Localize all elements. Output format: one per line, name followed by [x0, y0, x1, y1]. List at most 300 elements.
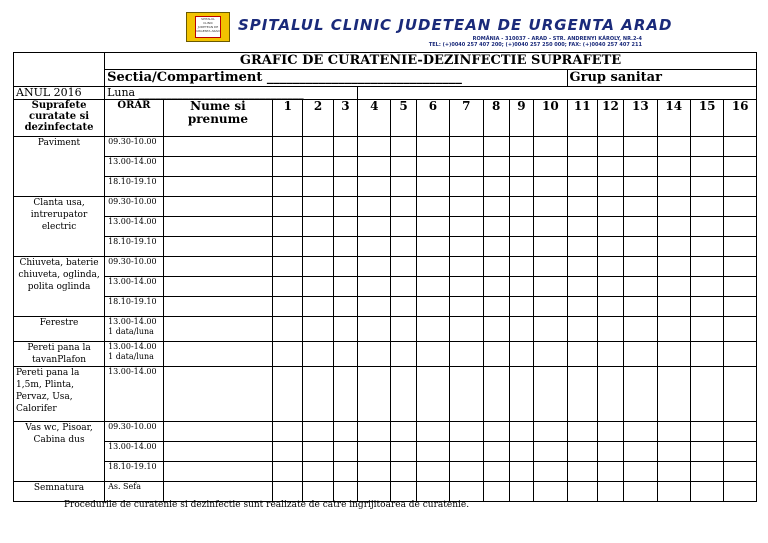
day-entry-cell[interactable] — [724, 257, 757, 277]
day-entry-cell[interactable] — [624, 157, 657, 177]
day-entry-cell[interactable] — [624, 177, 657, 197]
day-entry-cell[interactable] — [416, 157, 449, 177]
day-entry-cell[interactable] — [567, 277, 597, 297]
day-entry-cell[interactable] — [690, 257, 723, 277]
day-entry-cell[interactable] — [391, 297, 416, 317]
day-entry-cell[interactable] — [450, 422, 483, 442]
day-entry-cell[interactable] — [303, 257, 333, 277]
column-header-row — [14, 100, 757, 137]
day-entry-cell[interactable] — [534, 157, 567, 177]
day-entry-cell[interactable] — [303, 177, 333, 197]
day-entry-cell[interactable] — [534, 217, 567, 237]
day-entry-cell[interactable] — [724, 137, 757, 157]
day-entry-cell[interactable] — [391, 257, 416, 277]
day-entry-cell[interactable] — [597, 317, 623, 342]
day-entry-cell[interactable] — [450, 297, 483, 317]
day-entry-cell[interactable] — [483, 297, 509, 317]
day-entry-cell[interactable] — [358, 317, 391, 342]
day-entry-cell[interactable] — [567, 442, 597, 462]
day-entry-cell[interactable] — [597, 277, 623, 297]
schedule-row — [14, 257, 757, 277]
day-entry-cell[interactable] — [567, 217, 597, 237]
day-entry-cell[interactable] — [534, 297, 567, 317]
day-entry-cell[interactable] — [391, 177, 416, 197]
day-entry-cell[interactable] — [391, 482, 416, 502]
name-entry-cell[interactable] — [163, 297, 272, 317]
day-entry-cell[interactable] — [509, 217, 533, 237]
time-slot: 09.30-10.00 — [105, 257, 164, 277]
day-entry-cell[interactable] — [273, 317, 303, 342]
name-entry-cell[interactable] — [163, 317, 272, 342]
day-entry-cell[interactable] — [416, 197, 449, 217]
day-entry-cell[interactable] — [416, 257, 449, 277]
day-entry-cell[interactable] — [333, 177, 357, 197]
day-entry-cell[interactable] — [483, 277, 509, 297]
day-entry-cell[interactable] — [303, 157, 333, 177]
day-entry-cell[interactable] — [657, 277, 690, 297]
day-entry-cell[interactable] — [391, 442, 416, 462]
day-column-header: 3 — [333, 100, 357, 137]
day-entry-cell[interactable] — [567, 257, 597, 277]
day-entry-cell[interactable] — [597, 137, 623, 157]
day-entry-cell[interactable] — [624, 462, 657, 482]
day-entry-cell[interactable] — [657, 237, 690, 257]
day-entry-cell[interactable] — [391, 367, 416, 422]
day-entry-cell[interactable] — [273, 482, 303, 502]
day-entry-cell[interactable] — [483, 217, 509, 237]
day-entry-cell[interactable] — [657, 367, 690, 422]
day-entry-cell[interactable] — [450, 197, 483, 217]
day-entry-cell[interactable] — [273, 137, 303, 157]
day-entry-cell[interactable] — [273, 257, 303, 277]
day-entry-cell[interactable] — [416, 297, 449, 317]
day-entry-cell[interactable] — [690, 277, 723, 297]
day-entry-cell[interactable] — [358, 442, 391, 462]
day-entry-cell[interactable] — [509, 462, 533, 482]
name-entry-cell[interactable] — [163, 367, 272, 422]
day-entry-cell[interactable] — [416, 462, 449, 482]
day-entry-cell[interactable] — [391, 197, 416, 217]
schedule-row — [14, 197, 757, 217]
day-entry-cell[interactable] — [567, 177, 597, 197]
day-entry-cell[interactable] — [450, 257, 483, 277]
day-entry-cell[interactable] — [509, 137, 533, 157]
hospital-header — [186, 10, 673, 50]
day-entry-cell[interactable] — [333, 317, 357, 342]
day-entry-cell[interactable] — [358, 422, 391, 442]
day-entry-cell[interactable] — [624, 237, 657, 257]
day-entry-cell[interactable] — [391, 422, 416, 442]
day-entry-cell[interactable] — [358, 367, 391, 422]
day-entry-cell[interactable] — [690, 157, 723, 177]
day-entry-cell[interactable] — [597, 422, 623, 442]
day-entry-cell[interactable] — [416, 277, 449, 297]
day-entry-cell[interactable] — [358, 217, 391, 237]
day-entry-cell[interactable] — [624, 367, 657, 422]
name-entry-cell[interactable] — [163, 482, 272, 502]
day-entry-cell[interactable] — [657, 342, 690, 367]
day-entry-cell[interactable] — [416, 367, 449, 422]
day-entry-cell[interactable] — [657, 257, 690, 277]
day-entry-cell[interactable] — [597, 367, 623, 422]
day-entry-cell[interactable] — [333, 197, 357, 217]
day-entry-cell[interactable] — [333, 297, 357, 317]
day-entry-cell[interactable] — [567, 342, 597, 367]
day-entry-cell[interactable] — [567, 422, 597, 442]
day-entry-cell[interactable] — [333, 137, 357, 157]
day-entry-cell[interactable] — [657, 462, 690, 482]
day-entry-cell[interactable] — [333, 217, 357, 237]
day-entry-cell[interactable] — [333, 257, 357, 277]
day-entry-cell[interactable] — [509, 277, 533, 297]
name-entry-cell[interactable] — [163, 462, 272, 482]
day-column-header: 8 — [483, 100, 509, 137]
day-entry-cell[interactable] — [358, 157, 391, 177]
hospital-address — [429, 36, 642, 48]
day-entry-cell[interactable] — [483, 367, 509, 422]
name-entry-cell[interactable] — [163, 217, 272, 237]
day-entry-cell[interactable] — [391, 277, 416, 297]
time-slot: As. Sefa — [105, 482, 164, 502]
address-line-2: TEL: (+)0040 257 407 200; (+)0040 257 250 000; FAX: (+)0040 257 407 211 — [428, 42, 642, 48]
footer-note: Procedurile de curatenie si dezinfectie sunt realizate de catre ingrijitoarea de curatenie. — [64, 500, 470, 510]
day-entry-cell[interactable] — [567, 482, 597, 502]
day-entry-cell[interactable] — [597, 177, 623, 197]
time-slot: 13.00-14.00 — [105, 367, 164, 422]
day-entry-cell[interactable] — [450, 367, 483, 422]
day-entry-cell[interactable] — [597, 197, 623, 217]
day-entry-cell[interactable] — [483, 237, 509, 257]
day-entry-cell[interactable] — [391, 137, 416, 157]
day-entry-cell[interactable] — [450, 317, 483, 342]
day-entry-cell[interactable] — [534, 137, 567, 157]
day-entry-cell[interactable] — [416, 317, 449, 342]
name-entry-cell[interactable] — [163, 157, 272, 177]
day-entry-cell[interactable] — [450, 277, 483, 297]
day-entry-cell[interactable] — [724, 177, 757, 197]
day-entry-cell[interactable] — [724, 367, 757, 422]
name-column-header: Nume si prenume — [163, 100, 272, 137]
day-entry-cell[interactable] — [534, 197, 567, 217]
day-entry-cell[interactable] — [534, 317, 567, 342]
address-line-1: ROMÂNIA - 310037 - ARAD - STR. ANDRENYI KÁROLY, NR.2-4 — [472, 36, 642, 42]
day-entry-cell[interactable] — [690, 137, 723, 157]
time-slot: 09.30-10.00 — [105, 197, 164, 217]
day-entry-cell[interactable] — [724, 157, 757, 177]
day-entry-cell[interactable] — [333, 442, 357, 462]
day-column-header: 15 — [690, 100, 723, 137]
day-entry-cell[interactable] — [416, 217, 449, 237]
day-entry-cell[interactable] — [509, 482, 533, 502]
day-entry-cell[interactable] — [597, 297, 623, 317]
day-entry-cell[interactable] — [624, 482, 657, 502]
day-entry-cell[interactable] — [534, 442, 567, 462]
surfaces-column-header: Suprafete curatate si dezinfectate — [14, 100, 105, 137]
day-entry-cell[interactable] — [657, 442, 690, 462]
day-entry-cell[interactable] — [303, 297, 333, 317]
day-entry-cell[interactable] — [724, 297, 757, 317]
day-entry-cell[interactable] — [509, 442, 533, 462]
day-entry-cell[interactable] — [624, 422, 657, 442]
day-column-header: 5 — [391, 100, 416, 137]
day-entry-cell[interactable] — [483, 482, 509, 502]
day-entry-cell[interactable] — [273, 367, 303, 422]
day-entry-cell[interactable] — [534, 257, 567, 277]
day-entry-cell[interactable] — [333, 422, 357, 442]
day-entry-cell[interactable] — [657, 422, 690, 442]
day-entry-cell[interactable] — [624, 217, 657, 237]
day-entry-cell[interactable] — [358, 177, 391, 197]
name-entry-cell[interactable] — [163, 422, 272, 442]
day-entry-cell[interactable] — [567, 237, 597, 257]
day-entry-cell[interactable] — [657, 137, 690, 157]
day-entry-cell[interactable] — [724, 217, 757, 237]
day-entry-cell[interactable] — [391, 317, 416, 342]
day-entry-cell[interactable] — [624, 197, 657, 217]
day-entry-cell[interactable] — [657, 297, 690, 317]
day-entry-cell[interactable] — [273, 422, 303, 442]
day-entry-cell[interactable] — [690, 442, 723, 462]
day-entry-cell[interactable] — [509, 317, 533, 342]
day-entry-cell[interactable] — [509, 297, 533, 317]
day-entry-cell[interactable] — [724, 482, 757, 502]
day-entry-cell[interactable] — [333, 342, 357, 367]
day-entry-cell[interactable] — [273, 462, 303, 482]
day-entry-cell[interactable] — [391, 462, 416, 482]
day-entry-cell[interactable] — [624, 342, 657, 367]
day-entry-cell[interactable] — [358, 197, 391, 217]
day-entry-cell[interactable] — [333, 157, 357, 177]
day-entry-cell[interactable] — [509, 422, 533, 442]
year-label: ANUL 2016 — [14, 87, 105, 100]
day-entry-cell[interactable] — [483, 442, 509, 462]
day-entry-cell[interactable] — [624, 277, 657, 297]
day-entry-cell[interactable] — [416, 237, 449, 257]
day-entry-cell[interactable] — [597, 462, 623, 482]
day-entry-cell[interactable] — [273, 197, 303, 217]
day-entry-cell[interactable] — [690, 422, 723, 442]
day-entry-cell[interactable] — [690, 237, 723, 257]
day-entry-cell[interactable] — [624, 137, 657, 157]
day-entry-cell[interactable] — [333, 482, 357, 502]
day-entry-cell[interactable] — [333, 367, 357, 422]
day-entry-cell[interactable] — [358, 257, 391, 277]
day-entry-cell[interactable] — [657, 482, 690, 502]
day-entry-cell[interactable] — [567, 137, 597, 157]
day-entry-cell[interactable] — [333, 237, 357, 257]
day-entry-cell[interactable] — [534, 177, 567, 197]
day-entry-cell[interactable] — [624, 297, 657, 317]
day-entry-cell[interactable] — [303, 462, 333, 482]
day-entry-cell[interactable] — [483, 422, 509, 442]
day-entry-cell[interactable] — [416, 482, 449, 502]
day-entry-cell[interactable] — [358, 482, 391, 502]
day-entry-cell[interactable] — [690, 297, 723, 317]
name-entry-cell[interactable] — [163, 442, 272, 462]
day-entry-cell[interactable] — [391, 217, 416, 237]
day-entry-cell[interactable] — [657, 217, 690, 237]
day-entry-cell[interactable] — [450, 137, 483, 157]
hospital-logo — [186, 12, 230, 42]
day-entry-cell[interactable] — [597, 257, 623, 277]
day-entry-cell[interactable] — [724, 317, 757, 342]
time-slot: 18.10-19.10 — [105, 237, 164, 257]
day-entry-cell[interactable] — [724, 422, 757, 442]
day-entry-cell[interactable] — [450, 217, 483, 237]
day-entry-cell[interactable] — [597, 442, 623, 462]
day-entry-cell[interactable] — [690, 217, 723, 237]
day-entry-cell[interactable] — [597, 342, 623, 367]
day-entry-cell[interactable] — [534, 277, 567, 297]
day-entry-cell[interactable] — [450, 442, 483, 462]
day-entry-cell[interactable] — [273, 217, 303, 237]
name-entry-cell[interactable] — [163, 197, 272, 217]
day-entry-cell[interactable] — [358, 137, 391, 157]
day-entry-cell[interactable] — [450, 342, 483, 367]
day-column-header: 12 — [597, 100, 623, 137]
day-entry-cell[interactable] — [303, 482, 333, 502]
day-entry-cell[interactable] — [303, 317, 333, 342]
day-entry-cell[interactable] — [483, 177, 509, 197]
day-entry-cell[interactable] — [509, 237, 533, 257]
name-entry-cell[interactable] — [163, 257, 272, 277]
day-entry-cell[interactable] — [624, 257, 657, 277]
day-entry-cell[interactable] — [534, 367, 567, 422]
day-entry-cell[interactable] — [724, 342, 757, 367]
day-entry-cell[interactable] — [273, 297, 303, 317]
day-entry-cell[interactable] — [273, 177, 303, 197]
day-entry-cell[interactable] — [450, 462, 483, 482]
day-entry-cell[interactable] — [416, 422, 449, 442]
day-entry-cell[interactable] — [690, 482, 723, 502]
day-entry-cell[interactable] — [534, 482, 567, 502]
day-entry-cell[interactable] — [567, 157, 597, 177]
day-entry-cell[interactable] — [690, 342, 723, 367]
day-entry-cell[interactable] — [416, 442, 449, 462]
day-entry-cell[interactable] — [358, 462, 391, 482]
day-entry-cell[interactable] — [391, 237, 416, 257]
day-entry-cell[interactable] — [303, 442, 333, 462]
day-entry-cell[interactable] — [657, 197, 690, 217]
day-entry-cell[interactable] — [690, 177, 723, 197]
day-entry-cell[interactable] — [597, 482, 623, 502]
day-entry-cell[interactable] — [450, 157, 483, 177]
day-entry-cell[interactable] — [509, 367, 533, 422]
day-entry-cell[interactable] — [690, 462, 723, 482]
day-entry-cell[interactable] — [333, 277, 357, 297]
day-entry-cell[interactable] — [724, 442, 757, 462]
day-entry-cell[interactable] — [597, 217, 623, 237]
name-entry-cell[interactable] — [163, 342, 272, 367]
day-entry-cell[interactable] — [391, 157, 416, 177]
day-entry-cell[interactable] — [416, 137, 449, 157]
day-entry-cell[interactable] — [416, 177, 449, 197]
day-entry-cell[interactable] — [358, 297, 391, 317]
day-entry-cell[interactable] — [303, 367, 333, 422]
day-entry-cell[interactable] — [416, 342, 449, 367]
day-entry-cell[interactable] — [597, 157, 623, 177]
day-entry-cell[interactable] — [358, 277, 391, 297]
day-entry-cell[interactable] — [657, 177, 690, 197]
day-entry-cell[interactable] — [509, 257, 533, 277]
day-entry-cell[interactable] — [690, 317, 723, 342]
day-column-header: 10 — [534, 100, 567, 137]
day-entry-cell[interactable] — [724, 462, 757, 482]
day-entry-cell[interactable] — [534, 422, 567, 442]
day-entry-cell[interactable] — [483, 462, 509, 482]
day-entry-cell[interactable] — [567, 317, 597, 342]
day-entry-cell[interactable] — [483, 342, 509, 367]
time-slot: 09.30-10.00 — [105, 422, 164, 442]
day-column-header: 7 — [450, 100, 483, 137]
day-entry-cell[interactable] — [483, 257, 509, 277]
day-entry-cell[interactable] — [624, 317, 657, 342]
surface-name: Chiuveta, baterie chiuveta, oglinda, polita oglinda — [14, 257, 105, 317]
day-entry-cell[interactable] — [303, 342, 333, 367]
day-entry-cell[interactable] — [534, 342, 567, 367]
day-entry-cell[interactable] — [391, 342, 416, 367]
day-entry-cell[interactable] — [273, 237, 303, 257]
day-entry-cell[interactable] — [450, 237, 483, 257]
day-entry-cell[interactable] — [333, 462, 357, 482]
day-entry-cell[interactable] — [690, 197, 723, 217]
day-entry-cell[interactable] — [624, 442, 657, 462]
day-entry-cell[interactable] — [534, 237, 567, 257]
day-entry-cell[interactable] — [724, 197, 757, 217]
day-entry-cell[interactable] — [303, 217, 333, 237]
day-entry-cell[interactable] — [509, 197, 533, 217]
day-entry-cell[interactable] — [509, 177, 533, 197]
day-entry-cell[interactable] — [567, 297, 597, 317]
day-entry-cell[interactable] — [483, 157, 509, 177]
day-entry-cell[interactable] — [567, 367, 597, 422]
day-entry-cell[interactable] — [690, 367, 723, 422]
day-entry-cell[interactable] — [273, 442, 303, 462]
day-entry-cell[interactable] — [273, 277, 303, 297]
name-entry-cell[interactable] — [163, 237, 272, 257]
day-entry-cell[interactable] — [597, 237, 623, 257]
day-entry-cell[interactable] — [358, 342, 391, 367]
day-entry-cell[interactable] — [483, 317, 509, 342]
day-entry-cell[interactable] — [303, 422, 333, 442]
day-entry-cell[interactable] — [450, 177, 483, 197]
day-entry-cell[interactable] — [724, 277, 757, 297]
day-entry-cell[interactable] — [657, 157, 690, 177]
day-entry-cell[interactable] — [358, 237, 391, 257]
day-entry-cell[interactable] — [483, 197, 509, 217]
day-entry-cell[interactable] — [303, 237, 333, 257]
day-entry-cell[interactable] — [724, 237, 757, 257]
name-entry-cell[interactable] — [163, 137, 272, 157]
day-entry-cell[interactable] — [483, 137, 509, 157]
day-entry-cell[interactable] — [303, 197, 333, 217]
day-entry-cell[interactable] — [273, 157, 303, 177]
day-entry-cell[interactable] — [567, 462, 597, 482]
day-entry-cell[interactable] — [450, 482, 483, 502]
day-entry-cell[interactable] — [509, 342, 533, 367]
name-entry-cell[interactable] — [163, 177, 272, 197]
schedule-row — [14, 342, 757, 367]
day-entry-cell[interactable] — [567, 197, 597, 217]
day-entry-cell[interactable] — [509, 157, 533, 177]
name-entry-cell[interactable] — [163, 277, 272, 297]
day-entry-cell[interactable] — [534, 462, 567, 482]
schedule-row — [14, 177, 757, 197]
day-entry-cell[interactable] — [657, 317, 690, 342]
day-entry-cell[interactable] — [303, 137, 333, 157]
day-entry-cell[interactable] — [303, 277, 333, 297]
day-entry-cell[interactable] — [273, 342, 303, 367]
